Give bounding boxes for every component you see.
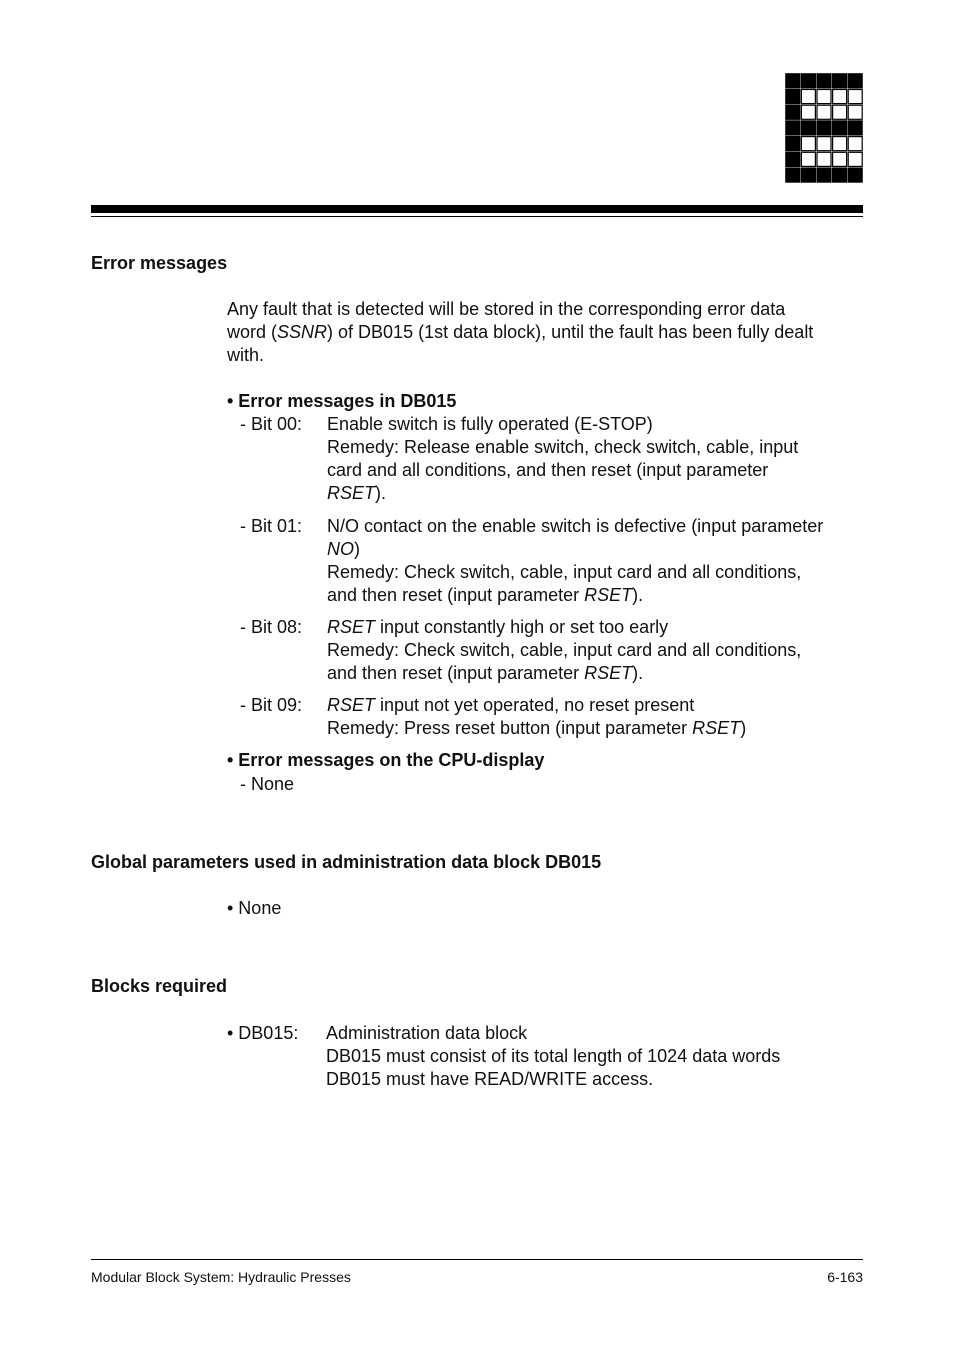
cpu-errors-title: • Error messages on the CPU-display bbox=[227, 750, 545, 770]
bit-text: N/O contact on the enable switch is defective (input parameter bbox=[327, 516, 824, 536]
bit-text: and then reset (input parameter RSET). bbox=[327, 585, 644, 605]
cpu-errors-none: - None bbox=[240, 774, 295, 794]
block-text: DB015 must consist of its total length of 1024 data words bbox=[326, 1046, 781, 1066]
bit-text: RSET input constantly high or set too early bbox=[327, 617, 669, 637]
intro-line: with. bbox=[227, 345, 265, 365]
bit-text: Remedy: Check switch, cable, input card and all conditions, bbox=[327, 562, 802, 582]
bit-label: - Bit 00: bbox=[240, 414, 303, 434]
footer-rule bbox=[91, 1259, 863, 1260]
block-text: Administration data block bbox=[326, 1023, 528, 1043]
bit-label: - Bit 09: bbox=[240, 695, 303, 715]
heading-blocks-required: Blocks required bbox=[91, 976, 228, 996]
bit-label: - Bit 08: bbox=[240, 617, 303, 637]
bit-text: Remedy: Check switch, cable, input card and all conditions, bbox=[327, 640, 802, 660]
heading-global-parameters: Global parameters used in administration data block DB015 bbox=[91, 852, 602, 872]
global-parameters-item: • None bbox=[227, 898, 282, 918]
heading-error-messages: Error messages bbox=[91, 253, 228, 273]
intro-line: Any fault that is detected will be stored in the corresponding error data bbox=[227, 299, 786, 319]
grid-logo-icon bbox=[785, 73, 863, 183]
bit-text: and then reset (input parameter RSET). bbox=[327, 663, 644, 683]
bit-text: RSET input not yet operated, no reset present bbox=[327, 695, 695, 715]
bit-text: Remedy: Release enable switch, check switch, cable, input bbox=[327, 437, 799, 457]
block-label: • DB015: bbox=[227, 1023, 299, 1043]
bit-text: Remedy: Press reset button (input parameter RSET) bbox=[327, 718, 747, 738]
intro-line: word (SSNR) of DB015 (1st data block), until the fault has been fully dealt bbox=[227, 322, 814, 342]
bit-text: NO) bbox=[327, 539, 360, 559]
header-rule-thin bbox=[91, 216, 863, 217]
header-rule-thick bbox=[91, 205, 863, 213]
intro-paragraph bbox=[227, 298, 863, 367]
db015-errors-title: • Error messages in DB015 bbox=[227, 391, 457, 411]
bit-text: Enable switch is fully operated (E-STOP) bbox=[327, 414, 653, 434]
bit-text: card and all conditions, and then reset (input parameter bbox=[327, 460, 769, 480]
bit-text: RSET). bbox=[327, 483, 387, 503]
block-text: DB015 must have READ/WRITE access. bbox=[326, 1069, 654, 1089]
bit-label: - Bit 01: bbox=[240, 516, 303, 536]
page-number: 6-163 bbox=[827, 1269, 863, 1285]
footer-title: Modular Block System: Hydraulic Presses bbox=[91, 1269, 351, 1285]
